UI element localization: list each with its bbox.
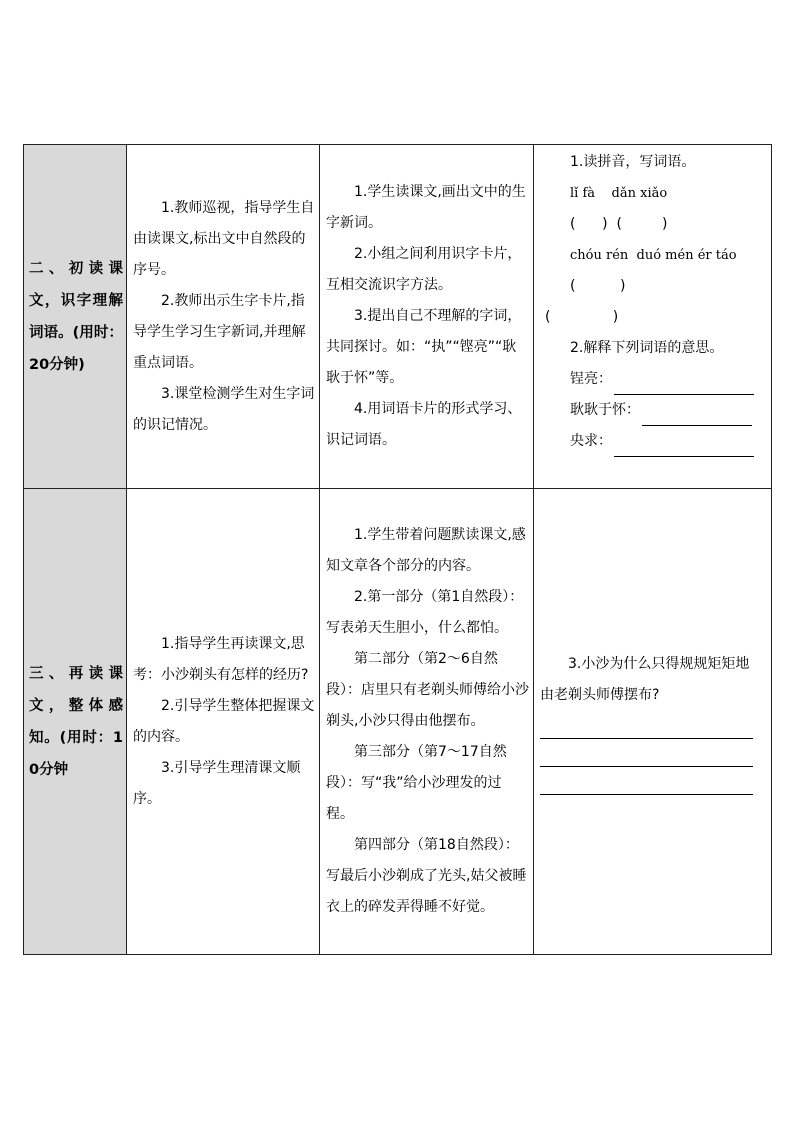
answer-line[interactable] bbox=[614, 434, 754, 457]
answer-line[interactable] bbox=[540, 767, 753, 795]
exercise-question: 2.解释下列词语的意思。 bbox=[570, 340, 724, 356]
student-step: 4.用词语卡片的形式学习、识记词语。 bbox=[326, 401, 522, 448]
student-activity-cell bbox=[320, 145, 534, 489]
teacher-step: 1.指导学生再读课文,思考：小沙剃头有怎样的经历? bbox=[133, 635, 309, 683]
pinyin-line: lǐ fà dǎn xiǎo bbox=[570, 186, 668, 201]
teacher-step: 3.课堂检测学生对生字词的识记情况。 bbox=[133, 385, 315, 433]
lesson-plan-table bbox=[23, 144, 772, 955]
teacher-activity-cell bbox=[127, 145, 320, 489]
answer-line[interactable] bbox=[642, 403, 752, 426]
answer-line[interactable] bbox=[540, 711, 753, 739]
table-row bbox=[24, 145, 772, 489]
pinyin-line: chóu rén duó mén ér táo bbox=[570, 248, 737, 263]
exercise-question: 1.读拼音，写词语。 bbox=[570, 154, 696, 170]
student-step: 1.学生读课文,画出文中的生字新词。 bbox=[326, 184, 526, 231]
stage-cell bbox=[24, 489, 127, 955]
student-activity-cell bbox=[320, 489, 534, 955]
exercise-cell bbox=[534, 145, 772, 489]
word-answer-row bbox=[545, 395, 763, 426]
teacher-activity-cell bbox=[127, 489, 320, 955]
teacher-step: 2.教师出示生字卡片,指导学生学习生字新词,并理解重点词语。 bbox=[133, 292, 306, 371]
word-label: 锃亮： bbox=[570, 371, 612, 387]
exercise-cell bbox=[534, 489, 772, 955]
word-answer-row bbox=[545, 426, 763, 457]
stage-title: 三、再读课文，整体感知。(用时：10分钟 bbox=[29, 665, 123, 778]
teacher-step: 2.引导学生整体把握课文的内容。 bbox=[133, 697, 315, 745]
answer-brackets: ( ) ( ) bbox=[570, 216, 668, 232]
teacher-step: 1.教师巡视，指导学生自由读课文,标出文中自然段的序号。 bbox=[133, 199, 315, 278]
word-label: 央求： bbox=[570, 433, 612, 449]
exercise-question: 3.小沙为什么只得规规矩矩地由老剃头师傅摆布? bbox=[540, 655, 750, 703]
answer-brackets: ( ) bbox=[570, 278, 626, 294]
student-step: 2.小组之间利用识字卡片，互相交流识字方法。 bbox=[326, 246, 522, 293]
word-label: 耿耿于怀： bbox=[570, 402, 640, 418]
answer-line[interactable] bbox=[540, 739, 753, 767]
student-step: 第四部分（第18自然段）：写最后小沙剃成了光头,姑父被睡衣上的碎发弄得睡不好觉。 bbox=[326, 837, 527, 915]
student-step: 2.第一部分（第1自然段）：写表弟天生胆小，什么都怕。 bbox=[326, 589, 524, 636]
word-answer-row bbox=[545, 364, 763, 395]
student-step: 第二部分（第2～6自然段）：店里只有老剃头师傅给小沙剃头,小沙只得由他摆布。 bbox=[326, 651, 529, 729]
answer-brackets: ( ) bbox=[545, 309, 619, 325]
student-step: 第三部分（第7～17自然段）：写“我”给小沙理发的过程。 bbox=[326, 744, 507, 822]
stage-cell bbox=[24, 145, 127, 489]
table-row bbox=[24, 489, 772, 955]
teacher-step: 3.引导学生理清课文顺序。 bbox=[133, 759, 301, 807]
student-step: 3.提出自己不理解的字词，共同探讨。如：“执”“铿亮”“耿耿于怀”等。 bbox=[326, 308, 522, 386]
student-step: 1.学生带着问题默读课文,感知文章各个部分的内容。 bbox=[326, 527, 526, 574]
answer-line[interactable] bbox=[614, 372, 754, 395]
stage-title: 二、初读课文，识字理解词语。(用时：20分钟) bbox=[29, 260, 123, 373]
